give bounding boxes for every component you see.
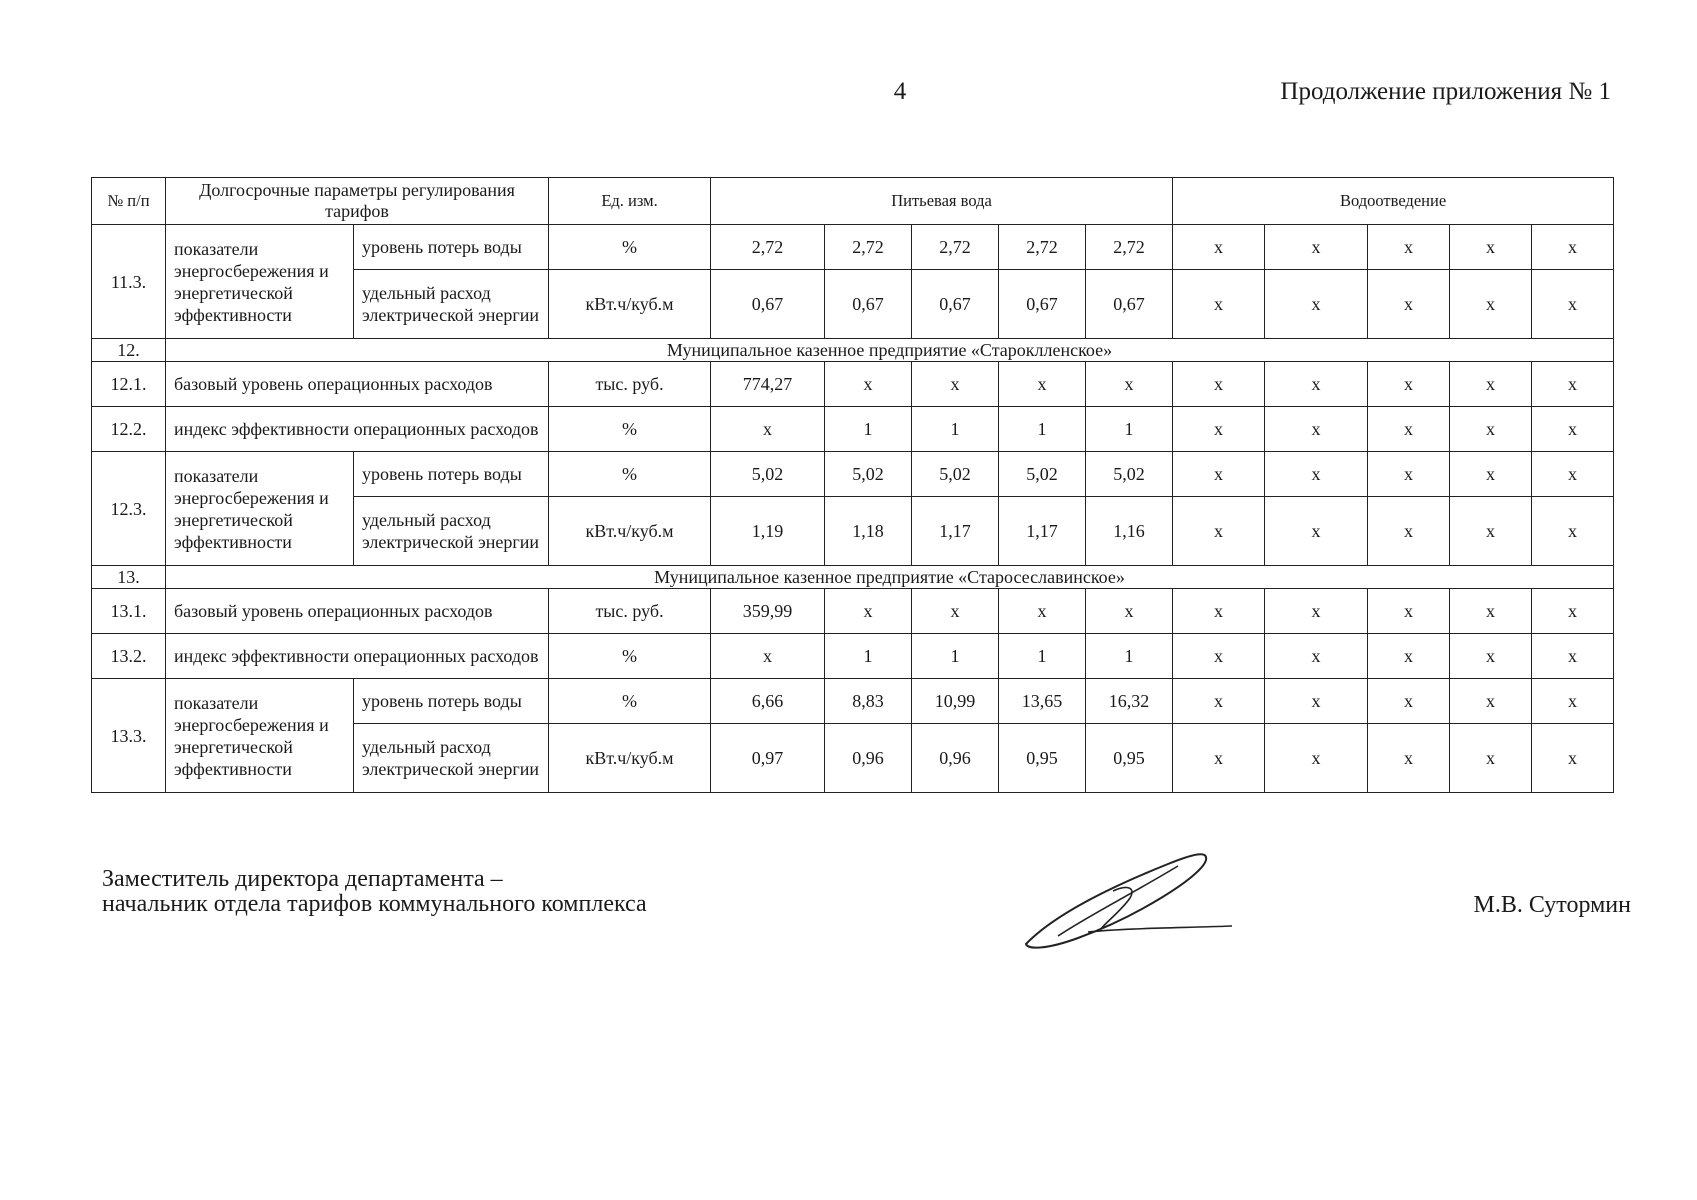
water-value-cell: х	[912, 362, 999, 407]
disposal-value-cell: х	[1450, 452, 1532, 497]
unit-cell: кВт.ч/куб.м	[549, 497, 711, 566]
water-value-cell: 8,83	[825, 679, 912, 724]
disposal-value-cell: х	[1173, 634, 1265, 679]
disposal-value-cell: х	[1265, 270, 1368, 339]
water-value-cell: 1,17	[999, 497, 1086, 566]
water-value-cell: 359,99	[711, 589, 825, 634]
water-value-cell: 2,72	[711, 225, 825, 270]
header-unit: Ед. изм.	[549, 178, 711, 225]
water-value-cell: 0,96	[912, 724, 999, 793]
disposal-value-cell: х	[1368, 407, 1450, 452]
disposal-value-cell: х	[1532, 407, 1614, 452]
disposal-value-cell: х	[1173, 362, 1265, 407]
water-value-cell: 0,97	[711, 724, 825, 793]
water-value-cell: 1,16	[1086, 497, 1173, 566]
parameter-group-label: показатели энергосбережения и энергетической эффективности	[166, 225, 354, 339]
header-parameters: Долгосрочные параметры регулирования тарифов	[166, 178, 549, 225]
disposal-value-cell: х	[1265, 497, 1368, 566]
disposal-value-cell: х	[1173, 270, 1265, 339]
position-line-1: Заместитель директора департамента –	[102, 866, 503, 892]
position-line-2: начальник отдела тарифов коммунального комплекса	[102, 891, 647, 917]
water-value-cell: 1	[912, 407, 999, 452]
disposal-value-cell: х	[1265, 724, 1368, 793]
water-value-cell: 2,72	[1086, 225, 1173, 270]
disposal-value-cell: х	[1368, 724, 1450, 793]
water-value-cell: 2,72	[825, 225, 912, 270]
row-number: 12.1.	[92, 362, 166, 407]
water-value-cell: х	[711, 407, 825, 452]
water-value-cell: 5,02	[825, 452, 912, 497]
disposal-value-cell: х	[1532, 679, 1614, 724]
table-row	[92, 452, 1614, 497]
disposal-value-cell: х	[1450, 225, 1532, 270]
water-value-cell: 5,02	[1086, 452, 1173, 497]
sub-parameter-label: удельный расход электрической энергии	[354, 270, 549, 339]
water-value-cell: 1	[1086, 634, 1173, 679]
disposal-value-cell: х	[1368, 634, 1450, 679]
header-num: № п/п	[92, 178, 166, 225]
water-value-cell: х	[999, 362, 1086, 407]
water-value-cell: 1,19	[711, 497, 825, 566]
disposal-value-cell: х	[1368, 497, 1450, 566]
sub-parameter-label: уровень потерь воды	[354, 679, 549, 724]
water-value-cell: 16,32	[1086, 679, 1173, 724]
water-value-cell: 1,17	[912, 497, 999, 566]
section-title: Муниципальное казенное предприятие «Старосеславинское»	[166, 566, 1614, 589]
disposal-value-cell: х	[1532, 634, 1614, 679]
handwritten-signature	[1018, 846, 1238, 956]
row-number: 12.3.	[92, 452, 166, 566]
water-value-cell: 0,96	[825, 724, 912, 793]
disposal-value-cell: х	[1532, 497, 1614, 566]
unit-cell: %	[549, 407, 711, 452]
unit-cell: тыс. руб.	[549, 362, 711, 407]
disposal-value-cell: х	[1368, 589, 1450, 634]
page-number: 4	[893, 78, 907, 105]
section-row	[92, 339, 1614, 362]
water-value-cell: х	[912, 589, 999, 634]
row-number: 13.1.	[92, 589, 166, 634]
water-value-cell: 0,95	[1086, 724, 1173, 793]
disposal-value-cell: х	[1368, 270, 1450, 339]
water-value-cell: 1	[912, 634, 999, 679]
water-value-cell: х	[825, 589, 912, 634]
water-value-cell: х	[825, 362, 912, 407]
disposal-value-cell: х	[1368, 452, 1450, 497]
water-value-cell: 5,02	[912, 452, 999, 497]
water-value-cell: 0,67	[711, 270, 825, 339]
disposal-value-cell: х	[1173, 407, 1265, 452]
header-drinking-water: Питьевая вода	[711, 178, 1173, 225]
water-value-cell: 0,67	[999, 270, 1086, 339]
disposal-value-cell: х	[1450, 679, 1532, 724]
tariff-parameters-table	[91, 177, 1614, 793]
parameter-label: индекс эффективности операционных расходов	[166, 634, 549, 679]
disposal-value-cell: х	[1450, 724, 1532, 793]
water-value-cell: 13,65	[999, 679, 1086, 724]
disposal-value-cell: х	[1173, 589, 1265, 634]
water-value-cell: 0,67	[912, 270, 999, 339]
water-value-cell: х	[711, 634, 825, 679]
disposal-value-cell: х	[1265, 362, 1368, 407]
table-row	[92, 589, 1614, 634]
water-value-cell: х	[1086, 589, 1173, 634]
disposal-value-cell: х	[1450, 407, 1532, 452]
disposal-value-cell: х	[1173, 724, 1265, 793]
disposal-value-cell: х	[1532, 225, 1614, 270]
row-number: 13.	[92, 566, 166, 589]
parameter-group-label: показатели энергосбережения и энергетической эффективности	[166, 679, 354, 793]
disposal-value-cell: х	[1265, 452, 1368, 497]
water-value-cell: 1	[999, 407, 1086, 452]
row-number: 12.	[92, 339, 166, 362]
water-value-cell: 2,72	[999, 225, 1086, 270]
disposal-value-cell: х	[1450, 589, 1532, 634]
section-title: Муниципальное казенное предприятие «Староклленское»	[166, 339, 1614, 362]
disposal-value-cell: х	[1532, 589, 1614, 634]
signatory-name: М.В. Сутормин	[1473, 892, 1631, 918]
water-value-cell: 1,18	[825, 497, 912, 566]
water-value-cell: 2,72	[912, 225, 999, 270]
parameter-group-label: показатели энергосбережения и энергетической эффективности	[166, 452, 354, 566]
parameter-label: базовый уровень операционных расходов	[166, 589, 549, 634]
water-value-cell: 0,95	[999, 724, 1086, 793]
unit-cell: %	[549, 634, 711, 679]
water-value-cell: 1	[1086, 407, 1173, 452]
row-number: 11.3.	[92, 225, 166, 339]
disposal-value-cell: х	[1450, 270, 1532, 339]
disposal-value-cell: х	[1265, 225, 1368, 270]
disposal-value-cell: х	[1173, 679, 1265, 724]
table-row	[92, 407, 1614, 452]
table-header-row	[92, 178, 1614, 225]
water-value-cell: 5,02	[711, 452, 825, 497]
disposal-value-cell: х	[1450, 497, 1532, 566]
water-value-cell: 774,27	[711, 362, 825, 407]
row-number: 13.2.	[92, 634, 166, 679]
disposal-value-cell: х	[1532, 270, 1614, 339]
unit-cell: %	[549, 452, 711, 497]
disposal-value-cell: х	[1265, 634, 1368, 679]
row-number: 12.2.	[92, 407, 166, 452]
disposal-value-cell: х	[1532, 362, 1614, 407]
parameter-label: индекс эффективности операционных расходов	[166, 407, 549, 452]
disposal-value-cell: х	[1450, 634, 1532, 679]
parameter-label: базовый уровень операционных расходов	[166, 362, 549, 407]
disposal-value-cell: х	[1173, 497, 1265, 566]
disposal-value-cell: х	[1368, 225, 1450, 270]
water-value-cell: х	[999, 589, 1086, 634]
table-row	[92, 634, 1614, 679]
disposal-value-cell: х	[1173, 225, 1265, 270]
disposal-value-cell: х	[1368, 679, 1450, 724]
unit-cell: кВт.ч/куб.м	[549, 724, 711, 793]
table-row	[92, 679, 1614, 724]
sub-parameter-label: уровень потерь воды	[354, 452, 549, 497]
disposal-value-cell: х	[1368, 362, 1450, 407]
disposal-value-cell: х	[1265, 679, 1368, 724]
disposal-value-cell: х	[1265, 589, 1368, 634]
signatory-position	[102, 867, 647, 917]
disposal-value-cell: х	[1532, 452, 1614, 497]
water-value-cell: 1	[825, 634, 912, 679]
appendix-caption: Продолжение приложения № 1	[1280, 78, 1611, 105]
sub-parameter-label: удельный расход электрической энергии	[354, 724, 549, 793]
table-row	[92, 362, 1614, 407]
water-value-cell: 10,99	[912, 679, 999, 724]
disposal-value-cell: х	[1265, 407, 1368, 452]
disposal-value-cell: х	[1450, 362, 1532, 407]
unit-cell: кВт.ч/куб.м	[549, 270, 711, 339]
water-value-cell: 1	[825, 407, 912, 452]
water-value-cell: 0,67	[1086, 270, 1173, 339]
unit-cell: тыс. руб.	[549, 589, 711, 634]
disposal-value-cell: х	[1532, 724, 1614, 793]
water-value-cell: х	[1086, 362, 1173, 407]
water-value-cell: 6,66	[711, 679, 825, 724]
table-row	[92, 225, 1614, 270]
section-row	[92, 566, 1614, 589]
water-value-cell: 5,02	[999, 452, 1086, 497]
header-water-disposal: Водоотведение	[1173, 178, 1614, 225]
water-value-cell: 1	[999, 634, 1086, 679]
unit-cell: %	[549, 679, 711, 724]
row-number: 13.3.	[92, 679, 166, 793]
water-value-cell: 0,67	[825, 270, 912, 339]
disposal-value-cell: х	[1173, 452, 1265, 497]
sub-parameter-label: уровень потерь воды	[354, 225, 549, 270]
unit-cell: %	[549, 225, 711, 270]
sub-parameter-label: удельный расход электрической энергии	[354, 497, 549, 566]
